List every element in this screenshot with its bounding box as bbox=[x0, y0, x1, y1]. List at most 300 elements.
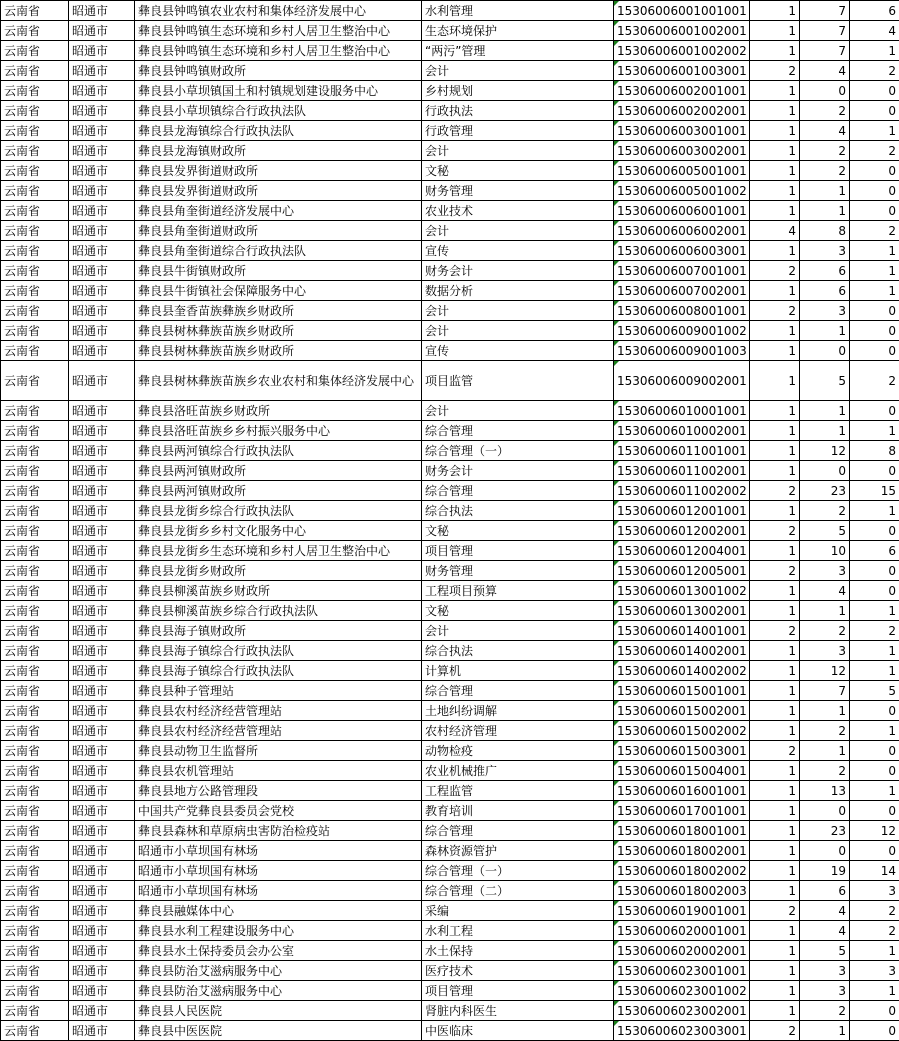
approved-cell[interactable]: 1 bbox=[850, 501, 899, 521]
province-cell[interactable]: 云南省 bbox=[1, 421, 69, 441]
position-cell[interactable]: 教育培训 bbox=[422, 801, 614, 821]
applicants-cell[interactable]: 10 bbox=[800, 541, 850, 561]
position-cell[interactable]: 会计 bbox=[422, 141, 614, 161]
position-cell[interactable]: 文秘 bbox=[422, 521, 614, 541]
approved-cell[interactable]: 0 bbox=[850, 841, 899, 861]
position-cell[interactable]: 会计 bbox=[422, 61, 614, 81]
quota-cell[interactable]: 1 bbox=[750, 121, 800, 141]
unit-cell[interactable]: 彝良县森林和草原病虫害防治检疫站 bbox=[135, 821, 422, 841]
applicants-cell[interactable]: 1 bbox=[800, 201, 850, 221]
city-cell[interactable]: 昭通市 bbox=[69, 1021, 135, 1041]
applicants-cell[interactable]: 2 bbox=[800, 161, 850, 181]
approved-cell[interactable]: 1 bbox=[850, 981, 899, 1001]
position-cell[interactable]: 综合管理（一） bbox=[422, 441, 614, 461]
province-cell[interactable]: 云南省 bbox=[1, 441, 69, 461]
unit-cell[interactable]: 彝良县发界街道财政所 bbox=[135, 181, 422, 201]
unit-cell[interactable]: 彝良县农村经济经营管理站 bbox=[135, 721, 422, 741]
approved-cell[interactable]: 14 bbox=[850, 861, 899, 881]
applicants-cell[interactable]: 1 bbox=[800, 701, 850, 721]
applicants-cell[interactable]: 4 bbox=[800, 921, 850, 941]
quota-cell[interactable]: 1 bbox=[750, 761, 800, 781]
position-cell[interactable]: 综合执法 bbox=[422, 501, 614, 521]
applicants-cell[interactable]: 8 bbox=[800, 221, 850, 241]
province-cell[interactable]: 云南省 bbox=[1, 761, 69, 781]
position-cell[interactable]: 综合管理（一） bbox=[422, 861, 614, 881]
position-cell[interactable]: 综合管理（二） bbox=[422, 881, 614, 901]
city-cell[interactable]: 昭通市 bbox=[69, 101, 135, 121]
unit-cell[interactable]: 彝良县龙街乡综合行政执法队 bbox=[135, 501, 422, 521]
unit-cell[interactable]: 彝良县龙海镇综合行政执法队 bbox=[135, 121, 422, 141]
approved-cell[interactable]: 0 bbox=[850, 301, 899, 321]
approved-cell[interactable]: 0 bbox=[850, 1001, 899, 1021]
applicants-cell[interactable]: 1 bbox=[800, 741, 850, 761]
applicants-cell[interactable]: 4 bbox=[800, 121, 850, 141]
position-code-cell[interactable]: 15306006015003001 bbox=[614, 741, 750, 761]
position-code-cell[interactable]: 15306006001001001 bbox=[614, 1, 750, 21]
approved-cell[interactable]: 1 bbox=[850, 941, 899, 961]
quota-cell[interactable]: 1 bbox=[750, 861, 800, 881]
quota-cell[interactable]: 1 bbox=[750, 701, 800, 721]
position-cell[interactable]: “两污”管理 bbox=[422, 41, 614, 61]
approved-cell[interactable]: 5 bbox=[850, 681, 899, 701]
province-cell[interactable]: 云南省 bbox=[1, 941, 69, 961]
unit-cell[interactable]: 彝良县农机管理站 bbox=[135, 761, 422, 781]
approved-cell[interactable]: 6 bbox=[850, 1, 899, 21]
unit-cell[interactable]: 昭通市小草坝国有林场 bbox=[135, 881, 422, 901]
position-cell[interactable]: 综合管理 bbox=[422, 821, 614, 841]
province-cell[interactable]: 云南省 bbox=[1, 221, 69, 241]
position-cell[interactable]: 工程项目预算 bbox=[422, 581, 614, 601]
position-cell[interactable]: 计算机 bbox=[422, 661, 614, 681]
unit-cell[interactable]: 彝良县钟鸣镇生态环境和乡村人居卫生整治中心 bbox=[135, 21, 422, 41]
province-cell[interactable]: 云南省 bbox=[1, 161, 69, 181]
applicants-cell[interactable]: 1 bbox=[800, 421, 850, 441]
applicants-cell[interactable]: 23 bbox=[800, 821, 850, 841]
applicants-cell[interactable]: 1 bbox=[800, 181, 850, 201]
position-cell[interactable]: 行政执法 bbox=[422, 101, 614, 121]
approved-cell[interactable]: 0 bbox=[850, 561, 899, 581]
position-code-cell[interactable]: 15306006019001001 bbox=[614, 901, 750, 921]
unit-cell[interactable]: 彝良县钟鸣镇农业农村和集体经济发展中心 bbox=[135, 1, 422, 21]
approved-cell[interactable]: 3 bbox=[850, 961, 899, 981]
position-code-cell[interactable]: 15306006015004001 bbox=[614, 761, 750, 781]
position-code-cell[interactable]: 15306006023003001 bbox=[614, 1021, 750, 1041]
province-cell[interactable]: 云南省 bbox=[1, 1001, 69, 1021]
applicants-cell[interactable]: 1 bbox=[800, 401, 850, 421]
position-cell[interactable]: 项目管理 bbox=[422, 981, 614, 1001]
applicants-cell[interactable]: 4 bbox=[800, 61, 850, 81]
unit-cell[interactable]: 彝良县中医医院 bbox=[135, 1021, 422, 1041]
approved-cell[interactable]: 1 bbox=[850, 261, 899, 281]
quota-cell[interactable]: 1 bbox=[750, 21, 800, 41]
unit-cell[interactable]: 彝良县海子镇综合行政执法队 bbox=[135, 641, 422, 661]
quota-cell[interactable]: 1 bbox=[750, 81, 800, 101]
approved-cell[interactable]: 1 bbox=[850, 641, 899, 661]
position-cell[interactable]: 行政管理 bbox=[422, 121, 614, 141]
city-cell[interactable]: 昭通市 bbox=[69, 141, 135, 161]
position-cell[interactable]: 综合管理 bbox=[422, 481, 614, 501]
city-cell[interactable]: 昭通市 bbox=[69, 281, 135, 301]
unit-cell[interactable]: 昭通市小草坝国有林场 bbox=[135, 861, 422, 881]
position-cell[interactable]: 会计 bbox=[422, 321, 614, 341]
unit-cell[interactable]: 彝良县角奎街道综合行政执法队 bbox=[135, 241, 422, 261]
quota-cell[interactable]: 2 bbox=[750, 1021, 800, 1041]
applicants-cell[interactable]: 3 bbox=[800, 981, 850, 1001]
position-cell[interactable]: 农业机械推广 bbox=[422, 761, 614, 781]
city-cell[interactable]: 昭通市 bbox=[69, 441, 135, 461]
approved-cell[interactable]: 3 bbox=[850, 881, 899, 901]
applicants-cell[interactable]: 19 bbox=[800, 861, 850, 881]
applicants-cell[interactable]: 1 bbox=[800, 321, 850, 341]
position-cell[interactable]: 医疗技术 bbox=[422, 961, 614, 981]
quota-cell[interactable]: 2 bbox=[750, 621, 800, 641]
applicants-cell[interactable]: 1 bbox=[800, 1021, 850, 1041]
position-code-cell[interactable]: 15306006015002001 bbox=[614, 701, 750, 721]
province-cell[interactable]: 云南省 bbox=[1, 401, 69, 421]
city-cell[interactable]: 昭通市 bbox=[69, 481, 135, 501]
province-cell[interactable]: 云南省 bbox=[1, 361, 69, 401]
quota-cell[interactable]: 1 bbox=[750, 241, 800, 261]
position-cell[interactable]: 中医临床 bbox=[422, 1021, 614, 1041]
applicants-cell[interactable]: 2 bbox=[800, 101, 850, 121]
city-cell[interactable]: 昭通市 bbox=[69, 641, 135, 661]
approved-cell[interactable]: 0 bbox=[850, 521, 899, 541]
applicants-cell[interactable]: 0 bbox=[800, 841, 850, 861]
unit-cell[interactable]: 彝良县树林彝族苗族乡农业农村和集体经济发展中心 bbox=[135, 361, 422, 401]
quota-cell[interactable]: 2 bbox=[750, 901, 800, 921]
quota-cell[interactable]: 2 bbox=[750, 481, 800, 501]
position-cell[interactable]: 农业技术 bbox=[422, 201, 614, 221]
unit-cell[interactable]: 彝良县水土保持委员会办公室 bbox=[135, 941, 422, 961]
unit-cell[interactable]: 彝良县洛旺苗族乡财政所 bbox=[135, 401, 422, 421]
city-cell[interactable]: 昭通市 bbox=[69, 21, 135, 41]
unit-cell[interactable]: 彝良县小草坝镇国土和村镇规划建设服务中心 bbox=[135, 81, 422, 101]
position-code-cell[interactable]: 15306006018002001 bbox=[614, 841, 750, 861]
approved-cell[interactable]: 0 bbox=[850, 701, 899, 721]
applicants-cell[interactable]: 0 bbox=[800, 801, 850, 821]
province-cell[interactable]: 云南省 bbox=[1, 1021, 69, 1041]
province-cell[interactable]: 云南省 bbox=[1, 961, 69, 981]
quota-cell[interactable]: 1 bbox=[750, 501, 800, 521]
city-cell[interactable]: 昭通市 bbox=[69, 601, 135, 621]
city-cell[interactable]: 昭通市 bbox=[69, 521, 135, 541]
quota-cell[interactable]: 4 bbox=[750, 221, 800, 241]
approved-cell[interactable]: 1 bbox=[850, 281, 899, 301]
province-cell[interactable]: 云南省 bbox=[1, 841, 69, 861]
province-cell[interactable]: 云南省 bbox=[1, 581, 69, 601]
applicants-cell[interactable]: 12 bbox=[800, 661, 850, 681]
quota-cell[interactable]: 1 bbox=[750, 781, 800, 801]
quota-cell[interactable]: 1 bbox=[750, 281, 800, 301]
applicants-cell[interactable]: 7 bbox=[800, 1, 850, 21]
province-cell[interactable]: 云南省 bbox=[1, 81, 69, 101]
quota-cell[interactable]: 1 bbox=[750, 201, 800, 221]
quota-cell[interactable]: 1 bbox=[750, 461, 800, 481]
position-code-cell[interactable]: 15306006012002001 bbox=[614, 521, 750, 541]
province-cell[interactable]: 云南省 bbox=[1, 541, 69, 561]
applicants-cell[interactable]: 3 bbox=[800, 641, 850, 661]
unit-cell[interactable]: 彝良县小草坝镇综合行政执法队 bbox=[135, 101, 422, 121]
position-cell[interactable]: 工程监管 bbox=[422, 781, 614, 801]
position-code-cell[interactable]: 15306006012005001 bbox=[614, 561, 750, 581]
unit-cell[interactable]: 彝良县树林彝族苗族乡财政所 bbox=[135, 341, 422, 361]
province-cell[interactable]: 云南省 bbox=[1, 781, 69, 801]
position-code-cell[interactable]: 15306006006003001 bbox=[614, 241, 750, 261]
province-cell[interactable]: 云南省 bbox=[1, 881, 69, 901]
approved-cell[interactable]: 1 bbox=[850, 241, 899, 261]
position-code-cell[interactable]: 15306006001002002 bbox=[614, 41, 750, 61]
applicants-cell[interactable]: 2 bbox=[800, 761, 850, 781]
approved-cell[interactable]: 0 bbox=[850, 461, 899, 481]
approved-cell[interactable]: 0 bbox=[850, 81, 899, 101]
province-cell[interactable]: 云南省 bbox=[1, 901, 69, 921]
city-cell[interactable]: 昭通市 bbox=[69, 901, 135, 921]
quota-cell[interactable]: 2 bbox=[750, 61, 800, 81]
applicants-cell[interactable]: 5 bbox=[800, 521, 850, 541]
city-cell[interactable]: 昭通市 bbox=[69, 741, 135, 761]
city-cell[interactable]: 昭通市 bbox=[69, 41, 135, 61]
approved-cell[interactable]: 2 bbox=[850, 221, 899, 241]
position-cell[interactable]: 农村经济管理 bbox=[422, 721, 614, 741]
position-code-cell[interactable]: 15306006007001001 bbox=[614, 261, 750, 281]
unit-cell[interactable]: 彝良县两河镇财政所 bbox=[135, 461, 422, 481]
approved-cell[interactable]: 0 bbox=[850, 401, 899, 421]
applicants-cell[interactable]: 2 bbox=[800, 621, 850, 641]
applicants-cell[interactable]: 2 bbox=[800, 141, 850, 161]
approved-cell[interactable]: 2 bbox=[850, 141, 899, 161]
quota-cell[interactable]: 1 bbox=[750, 961, 800, 981]
approved-cell[interactable]: 0 bbox=[850, 741, 899, 761]
city-cell[interactable]: 昭通市 bbox=[69, 621, 135, 641]
position-code-cell[interactable]: 15306006013001002 bbox=[614, 581, 750, 601]
position-cell[interactable]: 宣传 bbox=[422, 341, 614, 361]
position-code-cell[interactable]: 15306006008001001 bbox=[614, 301, 750, 321]
approved-cell[interactable]: 0 bbox=[850, 1021, 899, 1041]
applicants-cell[interactable]: 5 bbox=[800, 361, 850, 401]
position-cell[interactable]: 采编 bbox=[422, 901, 614, 921]
position-code-cell[interactable]: 15306006023001001 bbox=[614, 961, 750, 981]
position-code-cell[interactable]: 15306006023002001 bbox=[614, 1001, 750, 1021]
position-code-cell[interactable]: 15306006020002001 bbox=[614, 941, 750, 961]
quota-cell[interactable]: 1 bbox=[750, 721, 800, 741]
unit-cell[interactable]: 彝良县钟鸣镇财政所 bbox=[135, 61, 422, 81]
position-code-cell[interactable]: 15306006015002002 bbox=[614, 721, 750, 741]
unit-cell[interactable]: 彝良县种子管理站 bbox=[135, 681, 422, 701]
approved-cell[interactable]: 0 bbox=[850, 761, 899, 781]
applicants-cell[interactable]: 7 bbox=[800, 21, 850, 41]
unit-cell[interactable]: 彝良县两河镇财政所 bbox=[135, 481, 422, 501]
quota-cell[interactable]: 1 bbox=[750, 661, 800, 681]
position-cell[interactable]: 文秘 bbox=[422, 601, 614, 621]
city-cell[interactable]: 昭通市 bbox=[69, 201, 135, 221]
quota-cell[interactable]: 1 bbox=[750, 421, 800, 441]
position-cell[interactable]: 财务管理 bbox=[422, 181, 614, 201]
applicants-cell[interactable]: 0 bbox=[800, 341, 850, 361]
quota-cell[interactable]: 1 bbox=[750, 641, 800, 661]
city-cell[interactable]: 昭通市 bbox=[69, 61, 135, 81]
city-cell[interactable]: 昭通市 bbox=[69, 221, 135, 241]
position-code-cell[interactable]: 15306006009001003 bbox=[614, 341, 750, 361]
approved-cell[interactable]: 1 bbox=[850, 41, 899, 61]
city-cell[interactable]: 昭通市 bbox=[69, 801, 135, 821]
applicants-cell[interactable]: 7 bbox=[800, 41, 850, 61]
unit-cell[interactable]: 彝良县农村经济经营管理站 bbox=[135, 701, 422, 721]
position-code-cell[interactable]: 15306006001003001 bbox=[614, 61, 750, 81]
approved-cell[interactable]: 0 bbox=[850, 181, 899, 201]
applicants-cell[interactable]: 0 bbox=[800, 81, 850, 101]
quota-cell[interactable]: 1 bbox=[750, 881, 800, 901]
applicants-cell[interactable]: 0 bbox=[800, 461, 850, 481]
position-cell[interactable]: 综合管理 bbox=[422, 681, 614, 701]
unit-cell[interactable]: 彝良县树林彝族苗族乡财政所 bbox=[135, 321, 422, 341]
unit-cell[interactable]: 彝良县洛旺苗族乡乡村振兴服务中心 bbox=[135, 421, 422, 441]
position-code-cell[interactable]: 15306006005001002 bbox=[614, 181, 750, 201]
position-code-cell[interactable]: 15306006001002001 bbox=[614, 21, 750, 41]
province-cell[interactable]: 云南省 bbox=[1, 921, 69, 941]
position-code-cell[interactable]: 15306006014001001 bbox=[614, 621, 750, 641]
province-cell[interactable]: 云南省 bbox=[1, 21, 69, 41]
approved-cell[interactable]: 2 bbox=[850, 361, 899, 401]
unit-cell[interactable]: 彝良县人民医院 bbox=[135, 1001, 422, 1021]
province-cell[interactable]: 云南省 bbox=[1, 101, 69, 121]
unit-cell[interactable]: 彝良县两河镇综合行政执法队 bbox=[135, 441, 422, 461]
province-cell[interactable]: 云南省 bbox=[1, 301, 69, 321]
quota-cell[interactable]: 1 bbox=[750, 181, 800, 201]
city-cell[interactable]: 昭通市 bbox=[69, 161, 135, 181]
province-cell[interactable]: 云南省 bbox=[1, 281, 69, 301]
position-code-cell[interactable]: 15306006018002003 bbox=[614, 881, 750, 901]
quota-cell[interactable]: 1 bbox=[750, 41, 800, 61]
province-cell[interactable]: 云南省 bbox=[1, 481, 69, 501]
city-cell[interactable]: 昭通市 bbox=[69, 361, 135, 401]
position-cell[interactable]: 宣传 bbox=[422, 241, 614, 261]
approved-cell[interactable]: 0 bbox=[850, 161, 899, 181]
position-cell[interactable]: 会计 bbox=[422, 401, 614, 421]
applicants-cell[interactable]: 3 bbox=[800, 241, 850, 261]
approved-cell[interactable]: 15 bbox=[850, 481, 899, 501]
quota-cell[interactable]: 1 bbox=[750, 401, 800, 421]
approved-cell[interactable]: 1 bbox=[850, 661, 899, 681]
quota-cell[interactable]: 1 bbox=[750, 981, 800, 1001]
position-code-cell[interactable]: 15306006003002001 bbox=[614, 141, 750, 161]
position-code-cell[interactable]: 15306006023001002 bbox=[614, 981, 750, 1001]
province-cell[interactable]: 云南省 bbox=[1, 261, 69, 281]
city-cell[interactable]: 昭通市 bbox=[69, 321, 135, 341]
city-cell[interactable]: 昭通市 bbox=[69, 921, 135, 941]
position-cell[interactable]: 会计 bbox=[422, 301, 614, 321]
unit-cell[interactable]: 彝良县柳溪苗族乡综合行政执法队 bbox=[135, 601, 422, 621]
city-cell[interactable]: 昭通市 bbox=[69, 421, 135, 441]
quota-cell[interactable]: 1 bbox=[750, 681, 800, 701]
position-code-cell[interactable]: 15306006010001001 bbox=[614, 401, 750, 421]
city-cell[interactable]: 昭通市 bbox=[69, 541, 135, 561]
quota-cell[interactable]: 1 bbox=[750, 941, 800, 961]
position-code-cell[interactable]: 15306006006002001 bbox=[614, 221, 750, 241]
position-code-cell[interactable]: 15306006002002001 bbox=[614, 101, 750, 121]
position-cell[interactable]: 乡村规划 bbox=[422, 81, 614, 101]
position-code-cell[interactable]: 15306006011002001 bbox=[614, 461, 750, 481]
city-cell[interactable]: 昭通市 bbox=[69, 341, 135, 361]
position-code-cell[interactable]: 15306006007002001 bbox=[614, 281, 750, 301]
unit-cell[interactable]: 彝良县柳溪苗族乡财政所 bbox=[135, 581, 422, 601]
approved-cell[interactable]: 0 bbox=[850, 321, 899, 341]
position-cell[interactable]: 文秘 bbox=[422, 161, 614, 181]
quota-cell[interactable]: 1 bbox=[750, 801, 800, 821]
unit-cell[interactable]: 彝良县水利工程建设服务中心 bbox=[135, 921, 422, 941]
position-cell[interactable]: 动物检疫 bbox=[422, 741, 614, 761]
applicants-cell[interactable]: 6 bbox=[800, 881, 850, 901]
quota-cell[interactable]: 1 bbox=[750, 841, 800, 861]
applicants-cell[interactable]: 1 bbox=[800, 601, 850, 621]
approved-cell[interactable]: 0 bbox=[850, 101, 899, 121]
city-cell[interactable]: 昭通市 bbox=[69, 81, 135, 101]
quota-cell[interactable]: 1 bbox=[750, 441, 800, 461]
city-cell[interactable]: 昭通市 bbox=[69, 881, 135, 901]
unit-cell[interactable]: 彝良县龙街乡乡村文化服务中心 bbox=[135, 521, 422, 541]
position-code-cell[interactable]: 15306006020001001 bbox=[614, 921, 750, 941]
approved-cell[interactable]: 2 bbox=[850, 61, 899, 81]
province-cell[interactable]: 云南省 bbox=[1, 981, 69, 1001]
position-cell[interactable]: 数据分析 bbox=[422, 281, 614, 301]
unit-cell[interactable]: 彝良县龙街乡财政所 bbox=[135, 561, 422, 581]
city-cell[interactable]: 昭通市 bbox=[69, 861, 135, 881]
quota-cell[interactable]: 1 bbox=[750, 161, 800, 181]
city-cell[interactable]: 昭通市 bbox=[69, 961, 135, 981]
approved-cell[interactable]: 6 bbox=[850, 541, 899, 561]
applicants-cell[interactable]: 4 bbox=[800, 901, 850, 921]
position-code-cell[interactable]: 15306006012004001 bbox=[614, 541, 750, 561]
city-cell[interactable]: 昭通市 bbox=[69, 701, 135, 721]
city-cell[interactable]: 昭通市 bbox=[69, 1, 135, 21]
approved-cell[interactable]: 12 bbox=[850, 821, 899, 841]
applicants-cell[interactable]: 2 bbox=[800, 1001, 850, 1021]
province-cell[interactable]: 云南省 bbox=[1, 601, 69, 621]
position-code-cell[interactable]: 15306006009002001 bbox=[614, 361, 750, 401]
quota-cell[interactable]: 1 bbox=[750, 101, 800, 121]
unit-cell[interactable]: 彝良县动物卫生监督所 bbox=[135, 741, 422, 761]
province-cell[interactable]: 云南省 bbox=[1, 661, 69, 681]
quota-cell[interactable]: 1 bbox=[750, 821, 800, 841]
position-code-cell[interactable]: 15306006013002001 bbox=[614, 601, 750, 621]
unit-cell[interactable]: 中国共产党彝良县委员会党校 bbox=[135, 801, 422, 821]
position-code-cell[interactable]: 15306006011002002 bbox=[614, 481, 750, 501]
position-code-cell[interactable]: 15306006011001001 bbox=[614, 441, 750, 461]
province-cell[interactable]: 云南省 bbox=[1, 821, 69, 841]
position-cell[interactable]: 项目管理 bbox=[422, 541, 614, 561]
applicants-cell[interactable]: 12 bbox=[800, 441, 850, 461]
city-cell[interactable]: 昭通市 bbox=[69, 941, 135, 961]
unit-cell[interactable]: 昭通市小草坝国有林场 bbox=[135, 841, 422, 861]
position-code-cell[interactable]: 15306006009001002 bbox=[614, 321, 750, 341]
applicants-cell[interactable]: 3 bbox=[800, 561, 850, 581]
applicants-cell[interactable]: 3 bbox=[800, 961, 850, 981]
unit-cell[interactable]: 彝良县防治艾滋病服务中心 bbox=[135, 981, 422, 1001]
city-cell[interactable]: 昭通市 bbox=[69, 261, 135, 281]
position-code-cell[interactable]: 15306006005001001 bbox=[614, 161, 750, 181]
position-code-cell[interactable]: 15306006015001001 bbox=[614, 681, 750, 701]
province-cell[interactable]: 云南省 bbox=[1, 241, 69, 261]
position-code-cell[interactable]: 15306006014002001 bbox=[614, 641, 750, 661]
approved-cell[interactable]: 8 bbox=[850, 441, 899, 461]
unit-cell[interactable]: 彝良县龙海镇财政所 bbox=[135, 141, 422, 161]
position-code-cell[interactable]: 15306006017001001 bbox=[614, 801, 750, 821]
province-cell[interactable]: 云南省 bbox=[1, 861, 69, 881]
applicants-cell[interactable]: 2 bbox=[800, 501, 850, 521]
unit-cell[interactable]: 彝良县融媒体中心 bbox=[135, 901, 422, 921]
city-cell[interactable]: 昭通市 bbox=[69, 681, 135, 701]
position-code-cell[interactable]: 15306006016001001 bbox=[614, 781, 750, 801]
city-cell[interactable]: 昭通市 bbox=[69, 241, 135, 261]
